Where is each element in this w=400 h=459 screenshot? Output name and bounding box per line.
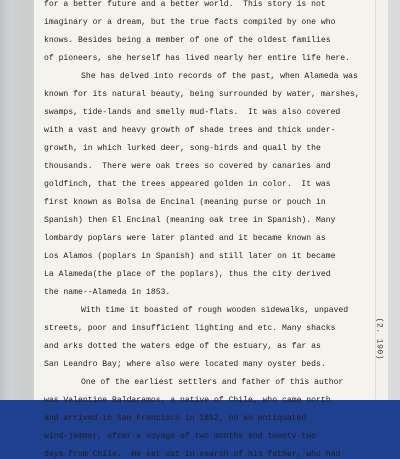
- text-line: goldfinch, that the trees appeared golden in color. It was: [44, 180, 331, 189]
- document-page: [34, 0, 388, 459]
- text-line: the name--Alameda in 1853.: [44, 288, 171, 297]
- text-line: growth, in which lurked deer, song-birds and quail by the: [44, 144, 321, 153]
- text-line: known for its natural beauty, being surrounded by water, marshes,: [44, 90, 360, 99]
- text-line: days from Chile. He set out in search of his father, who had: [44, 450, 341, 459]
- text-line: thousands. There were oak trees so covered by canaries and: [44, 162, 331, 171]
- text-line: One of the earliest settlers and father of this author: [81, 378, 344, 387]
- text-line: and arrived in San Francisco in 1852, on an antiquated: [44, 414, 307, 423]
- text-line: San Leandro Bay; where also were located many oyster beds.: [44, 360, 326, 369]
- page-number-margin-note: (2. 190): [374, 317, 383, 360]
- text-line: was Valentine Baldaramos, a native of Chile, who came north: [44, 396, 331, 405]
- text-line: with a vast and heavy growth of shade trees and thick under-: [44, 126, 336, 135]
- text-line: wind-jammer, after a voyage of two months and twenty-two: [44, 432, 316, 441]
- text-line: Spanish) then El Encinal (meaning oak tree in Spanish). Many: [44, 216, 336, 225]
- text-line: lombardy poplars were later planted and it became known as: [44, 234, 326, 243]
- text-line: for a better future and a better world. This story is not: [44, 0, 326, 9]
- text-line: streets, poor and insufficient lighting and etc. Many shacks: [44, 324, 336, 333]
- text-line: Los Alamos (poplars in Spanish) and still later on it became: [44, 252, 336, 261]
- text-line: of pioneers, she herself has lived nearly her entire life here.: [44, 54, 350, 63]
- text-line: La Alameda(the place of the poplars), thus the city derived: [44, 270, 331, 279]
- text-line: With time it boasted of rough wooden sidewalks, unpaved: [81, 306, 349, 315]
- text-line: She has delved into records of the past, when Alameda was: [81, 72, 358, 81]
- text-line: first known as Bolsa de Encinal (meaning purse or pouch in: [44, 198, 326, 207]
- text-line: swamps, tide-lands and smelly mud-flats. It was also covered: [44, 108, 341, 117]
- text-line: imaginary or a dream, but the true facts compiled by one who: [44, 18, 336, 27]
- text-line: knows. Besides being a member of one of the oldest families: [44, 36, 331, 45]
- text-line: and arks dotted the waters edge of the estuary, as far as: [44, 342, 321, 351]
